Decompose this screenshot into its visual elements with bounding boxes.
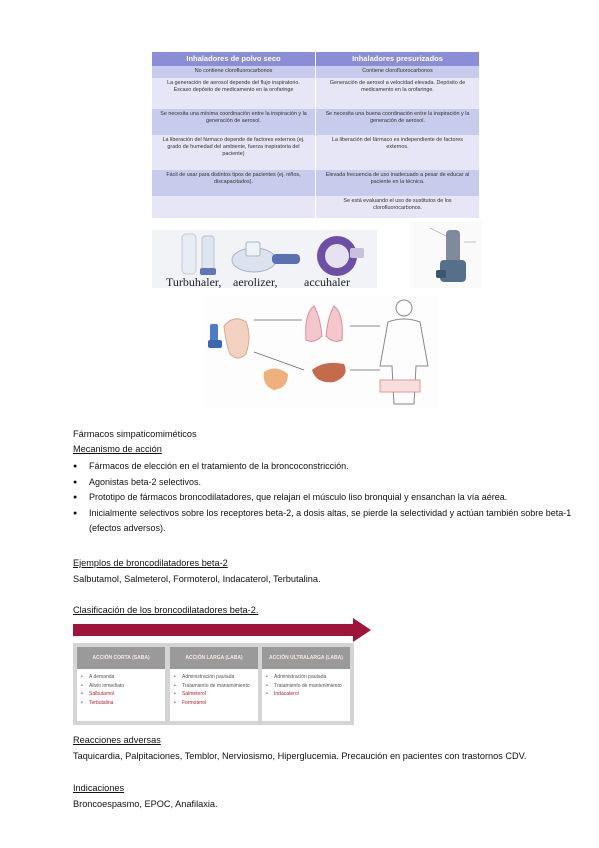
- list-item: • A demanda: [81, 673, 165, 682]
- table-header: [152, 52, 479, 66]
- card-ultra-laba: [262, 647, 350, 721]
- drug-item: • Salbutamol: [81, 690, 165, 699]
- indications-text: Broncoespasmo, EPOC, Anafilaxia.: [73, 799, 218, 809]
- list-item: ● Prototipo de fármacos broncodilatadores, que relajan el músculo liso bronquial y ensanchan la vía aérea.: [73, 490, 573, 506]
- cell-left: Se necesita una mínima coordinación entre la inspiración y la generación de aerosol.: [152, 109, 316, 135]
- table-row: [152, 135, 479, 170]
- cell-right: Elevada frecuencia de uso inadecuado a pesar de educar al paciente en la técnica.: [325, 172, 470, 185]
- cell-right: La liberación del fármaco es independiente de factores externos.: [332, 137, 463, 150]
- table-row: [152, 78, 479, 109]
- mechanism-list: [73, 459, 573, 537]
- classification-cards: [73, 643, 354, 725]
- header-pressurized: Inhaladores presurizados: [352, 54, 443, 63]
- section-title: Fármacos simpaticomiméticos: [73, 429, 197, 439]
- cell-right: Contiene clorofluorocarbonos: [362, 68, 433, 74]
- caption-turbuhaler: Turbuhaler,: [166, 275, 222, 289]
- table-row: [152, 196, 479, 218]
- card-saba: [77, 647, 165, 721]
- card-title: ACCIÓN ULTRALARGA (LABA): [262, 647, 350, 669]
- caption-accuhaler: accuhaler: [304, 275, 350, 289]
- cell-right: Se está evaluando el uso de sustitutos de los clorofluorocarbonos.: [343, 198, 452, 211]
- cell-left: La generación de aerosol depende del flujo inspiratorio. Escaso depósito de medicamento en la orofaringe: [152, 78, 316, 109]
- list-item: ● Inicialmente selectivos sobre los receptores beta-2, a dosis altas, se pierde la selectividad y actúan también sobre beta-1 (efectos adversos).: [73, 506, 573, 537]
- caption-aerolizer: aerolizer,: [233, 275, 278, 289]
- indications-heading: Indicaciones: [73, 783, 125, 793]
- table-row: [152, 66, 479, 78]
- drug-item: • Formoterol: [174, 699, 258, 708]
- drug-item: • Indacaterol: [266, 690, 350, 699]
- adverse-heading: Reacciones adversas: [73, 735, 161, 745]
- mechanism-heading: Mecanismo de acción: [73, 444, 162, 454]
- cell-left: [152, 196, 316, 218]
- list-item: ● Fármacos de elección en el tratamiento de la broncoconstricción.: [73, 459, 573, 475]
- examples-heading: Ejemplos de broncodilatadores beta-2: [73, 558, 228, 568]
- list-item: • Administración pautada: [266, 673, 350, 682]
- cell-left: No contiene clorofluorocarbonos: [152, 66, 316, 78]
- cell-right: Se necesita una buena coordinación entre la inspiración y la generación de aerosol.: [325, 111, 470, 124]
- pressurized-inhaler-photo: [410, 222, 482, 288]
- adverse-text: Taquicardia, Palpitaciones, Temblor, Nerviosismo, Hiperglucemia. Precaución en pacientes con trastornos CDV.: [73, 751, 527, 761]
- card-title: ACCIÓN LARGA (LABA): [170, 647, 258, 669]
- inhaler-comparison-table: [152, 52, 479, 218]
- header-dry-powder: Inhaladores de polvo seco: [152, 52, 316, 66]
- classification-heading: Clasificación de los broncodilatadores beta-2.: [73, 605, 259, 615]
- table-row: [152, 109, 479, 135]
- cell-right: Generación de aerosol a velocidad elevada. Depósito de medicamento en la orofaringe.: [329, 80, 466, 93]
- list-item: • Tratamiento de mantenimiento: [266, 682, 350, 691]
- table-row: [152, 170, 479, 196]
- duration-arrow: [73, 618, 373, 642]
- cell-left: La liberación del fármaco depende de factores externos (ej. grado de humedad del ambiente, fuerza inspiratoria del paciente): [152, 135, 316, 170]
- card-laba: [170, 647, 258, 721]
- examples-text: Salbutamol, Salmeterol, Formoterol, Indacaterol, Terbutalina.: [73, 574, 321, 584]
- card-title: ACCIÓN CORTA (SABA): [77, 647, 165, 669]
- list-item: • Administración pautada: [174, 673, 258, 682]
- inhalation-physiology-diagram: [204, 296, 438, 408]
- drug-item: • Salmeterol: [174, 690, 258, 699]
- list-item: ● Agonistas beta-2 selectivos.: [73, 475, 573, 491]
- list-item: • Alivio inmediato: [81, 682, 165, 691]
- drug-item: • Terbutalina: [81, 699, 165, 708]
- cell-left: Fácil de usar para distintos tipos de pacientes (ej. niños, discapacitados).: [152, 170, 316, 196]
- list-item: • Tratamiento de mantenimiento: [174, 682, 258, 691]
